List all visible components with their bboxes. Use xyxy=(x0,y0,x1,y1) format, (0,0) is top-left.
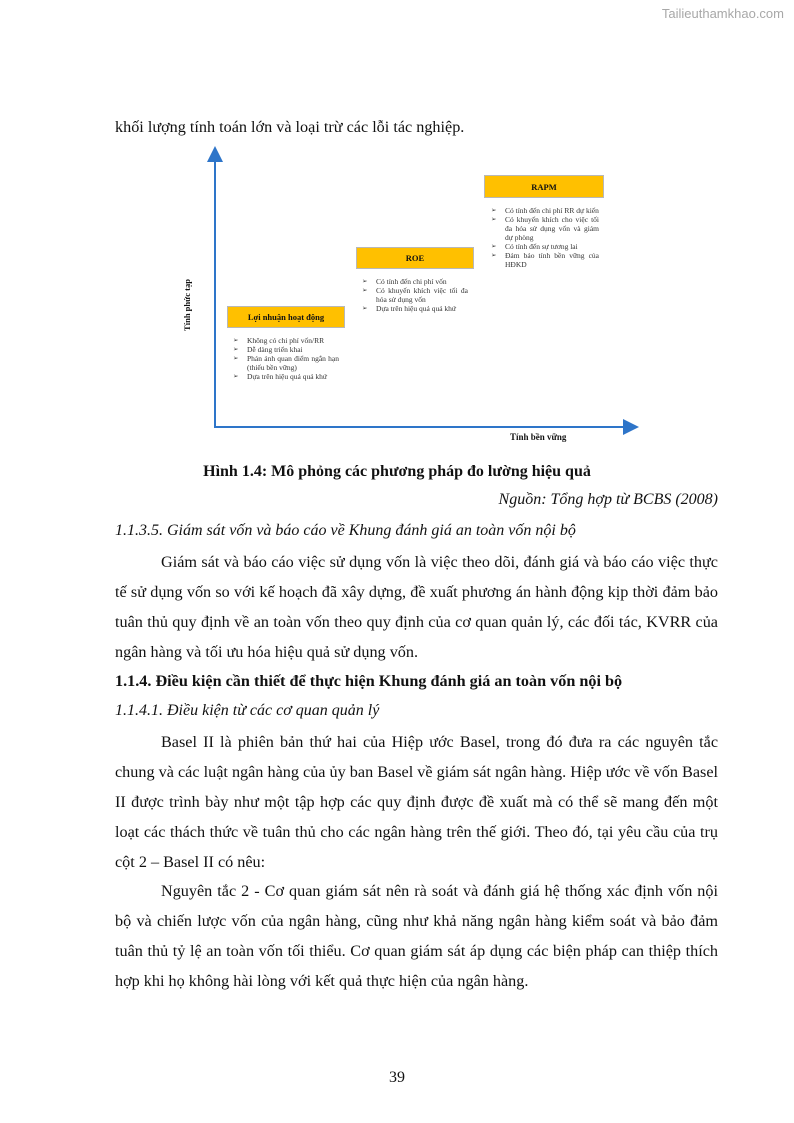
section-1135-heading: 1.1.3.5. Giám sát vốn và báo cáo về Khung đánh giá an toàn vốn nội bộ xyxy=(115,522,576,539)
method-point: ➢ Có tính đến chi phí RR dự kiến xyxy=(491,206,599,215)
method-point: ➢ Có khuyến khích việc tối đa hóa sử dụng vốn xyxy=(362,286,468,304)
method-points-rapm xyxy=(491,206,599,269)
method-box-rapm: RAPM xyxy=(484,175,604,198)
figure-source: Nguồn: Tổng hợp từ BCBS (2008) xyxy=(498,491,718,508)
method-box-roe: ROE xyxy=(356,247,474,269)
method-point: ➢ Có tính đến sự tương lai xyxy=(491,242,599,251)
figure-caption: Hình 1.4: Mô phỏng các phương pháp đo lường hiệu quả xyxy=(203,463,591,480)
principle-2-body: Nguyên tắc 2 - Cơ quan giám sát nên rà soát và đánh giá hệ thống xác định vốn nội bộ và chiến lược vốn của ngân hàng, cũng như khả năng ngân hàng kiểm soát và bảo đảm tuân thủ tỷ lệ an toàn vốn tối thiểu. Cơ quan giám sát áp dụng các biện pháp can thiệp thích hợp khi họ không hài lòng với kết quả thực hiện của ngân hàng. xyxy=(115,882,718,990)
method-points-operating-profit xyxy=(233,336,339,381)
method-points-roe xyxy=(362,277,468,313)
method-point: ➢ Dựa trên hiệu quả quá khứ xyxy=(362,304,468,313)
watermark: Tailieuthamkhao.com xyxy=(661,6,784,21)
method-point: ➢ Dễ dàng triển khai xyxy=(233,345,339,354)
intro-line: khối lượng tính toán lớn và loại trừ các lỗi tác nghiệp. xyxy=(115,118,465,136)
method-point: ➢ Có khuyến khích cho việc tối đa hóa sử dụng vốn và giảm dự phòng xyxy=(491,215,599,242)
method-box-operating-profit: Lợi nhuận hoạt động xyxy=(227,306,345,328)
method-point: ➢ Không có chi phí vốn/RR xyxy=(233,336,339,345)
section-1141-heading: 1.1.4.1. Điều kiện từ các cơ quan quản lý xyxy=(115,702,380,719)
x-axis-label: Tính bền vững xyxy=(510,432,567,442)
page-number: 39 xyxy=(389,1069,405,1086)
method-point: ➢ Đảm bảo tính bền vững của HĐKD xyxy=(491,251,599,269)
method-point: ➢ Dựa trên hiệu quả quá khứ xyxy=(233,372,339,381)
section-1141-body: Basel II là phiên bản thứ hai của Hiệp ước Basel, trong đó đưa ra các nguyên tắc chung và các luật ngân hàng của ủy ban Basel về giám sát ngân hàng. Hiệp ước về vốn Basel II được trình bày như một tập hợp các quy định được đề xuất mà có thể sẽ mang đến một loạt các thách thức về tuân thủ cho các ngân hàng trên thế giới. Theo đó, tại yêu cầu của trụ cột 2 – Basel II có nêu: xyxy=(115,733,718,871)
method-point: ➢ Có tính đến chi phí vốn xyxy=(362,277,468,286)
method-point: ➢ Phản ánh quan điểm ngắn hạn (thiếu bền vững) xyxy=(233,354,339,372)
section-1135-body: Giám sát và báo cáo việc sử dụng vốn là việc theo dõi, đánh giá và báo cáo việc thực tế sử dụng vốn so với kế hoạch đã xây dựng, đề xuất phương án hành động kịp thời đảm bảo tuân thủ quy định về an toàn vốn theo quy định của cơ quan quản lý, các đối tác, KVRR của ngân hàng và tối ưu hóa hiệu quả sử dụng vốn. xyxy=(115,553,718,661)
section-114-heading: 1.1.4. Điều kiện cần thiết để thực hiện Khung đánh giá an toàn vốn nội bộ xyxy=(115,672,623,690)
figure-performance-methods: Tính phức tạp Tính bền vững Lợi nhuận hoạt động ➢ Không có chi phí vốn/RR ➢ Dễ dàng triển khai ➢ Phản ánh quan điểm ngắn hạn (thiếu bền vững) ➢ Dựa trên hiệu quả quá khứ ROE ➢ Có tính đến chi phí vốn ➢ Có khuyến khích việc tối đa hóa sử dụng vốn ➢ Dựa trên hiệu quả quá khứ RAPM ➢ Có tính đến chi phí RR dự kiến ➢ Có khuyến khích cho việc tối đa hóa sử dụng vốn và giảm dự phòng ➢ Có tính đến sự tương lai ➢ Đảm bảo tính bền vững của HĐKD xyxy=(185,140,645,450)
